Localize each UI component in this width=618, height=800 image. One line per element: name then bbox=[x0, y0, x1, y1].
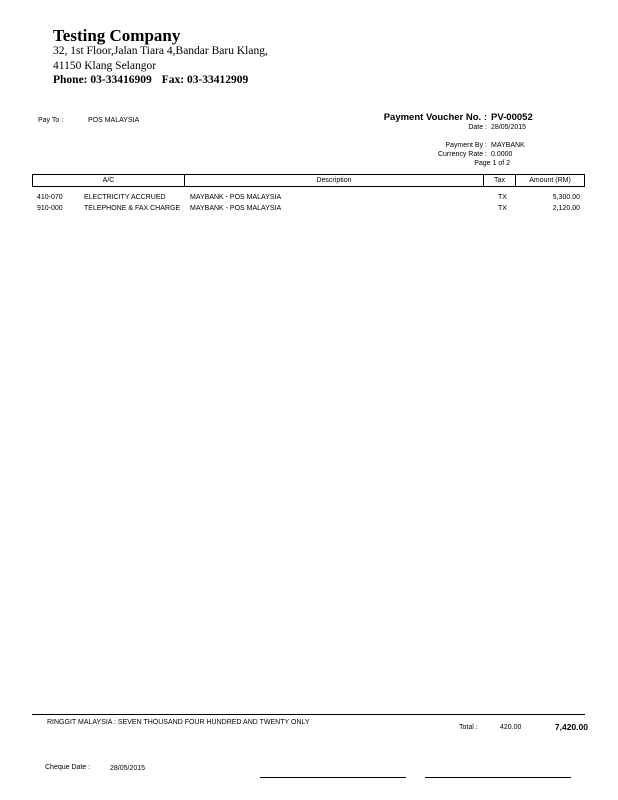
currency-rate-value: 0.0000 bbox=[491, 151, 513, 158]
signature-line bbox=[425, 777, 571, 778]
header-amount: Amount (RM) bbox=[529, 177, 571, 184]
row-account-name: TELEPHONE & FAX CHARGE bbox=[84, 205, 181, 212]
payment-by-label: Payment By : bbox=[445, 142, 487, 149]
company-address-line1: 32, 1st Floor,Jalan Tiara 4,Bandar Baru Klang, bbox=[53, 45, 268, 57]
company-contact bbox=[53, 74, 248, 86]
row-tax: TX bbox=[498, 205, 507, 212]
voucher-date-value: 28/05/2015 bbox=[491, 124, 527, 131]
page-indicator: Page 1 of 2 bbox=[474, 160, 510, 167]
company-address-line2: 41150 Klang Selangor bbox=[53, 60, 157, 72]
voucher-date-label: Date : bbox=[468, 124, 487, 131]
company-name: Testing Company bbox=[53, 26, 181, 45]
total-label: Total : bbox=[459, 724, 478, 731]
header-tax: Tax bbox=[494, 177, 505, 184]
currency-rate-label: Currency Rate : bbox=[437, 151, 487, 158]
row-description: MAYBANK - POS MALAYSIA bbox=[190, 194, 282, 201]
voucher-number-label: Payment Voucher No. : bbox=[383, 112, 487, 123]
row-amount: 2,120.00 bbox=[552, 205, 580, 212]
table-header bbox=[32, 174, 585, 187]
company-phone: Phone: 03-33416909 bbox=[53, 74, 152, 86]
pay-to-label: Pay To : bbox=[38, 117, 64, 124]
total-tax: 420.00 bbox=[500, 724, 522, 731]
payment-by-value: MAYBANK bbox=[491, 142, 525, 149]
footer-divider bbox=[32, 714, 585, 715]
row-tax: TX bbox=[498, 194, 507, 201]
row-description: MAYBANK - POS MALAYSIA bbox=[190, 205, 282, 212]
header-ac: A/C bbox=[102, 177, 115, 184]
table-row bbox=[0, 205, 618, 215]
row-account-name: ELECTRICITY ACCRUED bbox=[84, 194, 166, 201]
row-amount: 5,300.00 bbox=[552, 194, 580, 201]
row-ac: 410-070 bbox=[37, 194, 63, 201]
voucher-number-value: PV-00052 bbox=[491, 112, 533, 123]
signature-line bbox=[260, 777, 406, 778]
cheque-date-label: Cheque Date : bbox=[45, 764, 91, 771]
company-fax: Fax: 03-33412909 bbox=[161, 74, 249, 86]
cheque-date-value: 28/05/2015 bbox=[110, 765, 146, 772]
table-row bbox=[0, 194, 618, 204]
pay-to-value: POS MALAYSIA bbox=[88, 117, 140, 124]
row-ac: 910-000 bbox=[37, 205, 63, 212]
amount-in-words: RINGGIT MALAYSIA : SEVEN THOUSAND FOUR HUNDRED AND TWENTY ONLY bbox=[47, 719, 310, 726]
total-amount: 7,420.00 bbox=[554, 722, 588, 732]
header-description: Description bbox=[316, 177, 352, 184]
